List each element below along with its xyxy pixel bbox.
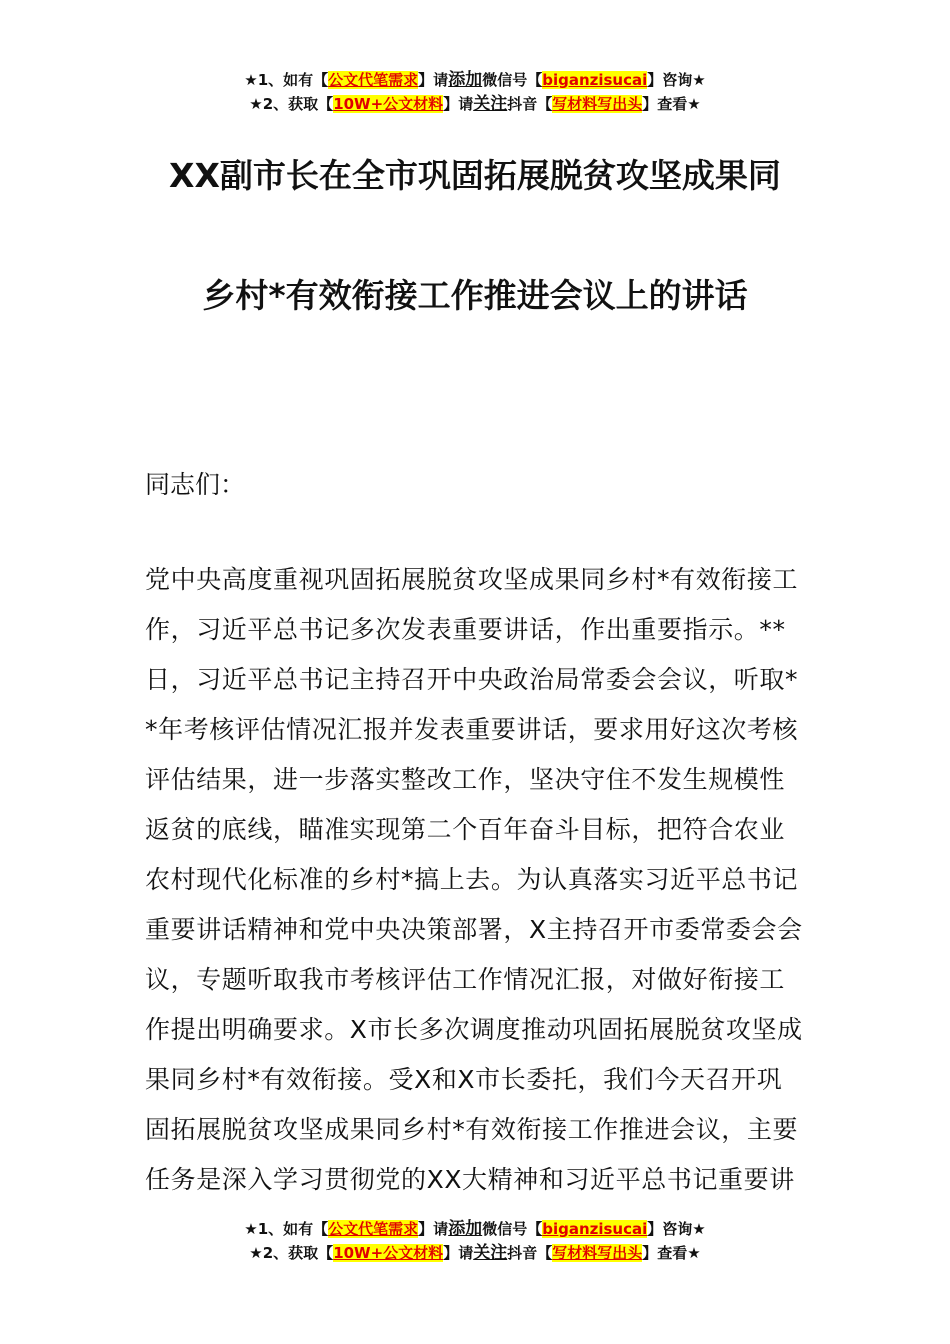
body-line: 返贫的底线，瞄准实现第二个百年奋斗目标，把符合农业 [145,815,786,844]
body-line: *年考核评估情况汇报并发表重要讲话，要求用好这次考核 [145,715,799,744]
body-line: 评估结果，进一步落实整改工作，坚决守住不发生规模性 [145,765,786,794]
body-line: 作，习近平总书记多次发表重要讲话，作出重要指示。** [145,615,786,644]
header-banner [0,68,950,116]
body-line: 作提出明确要求。X市长多次调度推动巩固拓展脱贫攻坚成 [145,1015,803,1044]
greeting: 同志们： [145,470,246,499]
footer-banner [0,1217,950,1265]
body-line: 任务是深入学习贯彻党的XX大精神和习近平总书记重要讲 [145,1165,795,1194]
body-line: 农村现代化标准的乡村*搞上去。为认真落实习近平总书记 [145,865,799,894]
body-line: 议，专题听取我市考核评估工作情况汇报，对做好衔接工 [145,965,786,994]
body-line: 果同乡村*有效衔接。受X和X市长委托，我们今天召开巩 [145,1065,783,1094]
banner-line-2: ★2、获取【10W+公文材料】请关注抖音【写材料写出头】查看★ [249,94,701,114]
banner-line-2: ★2、获取【10W+公文材料】请关注抖音【写材料写出头】查看★ [249,1243,701,1263]
banner-line-1: ★1、如有【公文代笔需求】请添加微信号【biganzisucai】咨询★ [244,70,706,90]
body-text [145,555,825,1205]
document-title-line-2: 乡村*有效衔接工作推进会议上的讲话 [202,276,748,315]
document-title-line-1: XX副市长在全市巩固拓展脱贫攻坚成果同 [169,156,781,195]
banner-line-1: ★1、如有【公文代笔需求】请添加微信号【biganzisucai】咨询★ [244,1219,706,1239]
body-line: 重要讲话精神和党中央决策部署，X主持召开市委常委会会 [145,915,803,944]
body-line: 党中央高度重视巩固拓展脱贫攻坚成果同乡村*有效衔接工 [145,565,799,594]
body-line: 固拓展脱贫攻坚成果同乡村*有效衔接工作推进会议，主要 [145,1115,799,1144]
body-line: 日，习近平总书记主持召开中央政治局常委会会议，听取* [145,665,799,694]
